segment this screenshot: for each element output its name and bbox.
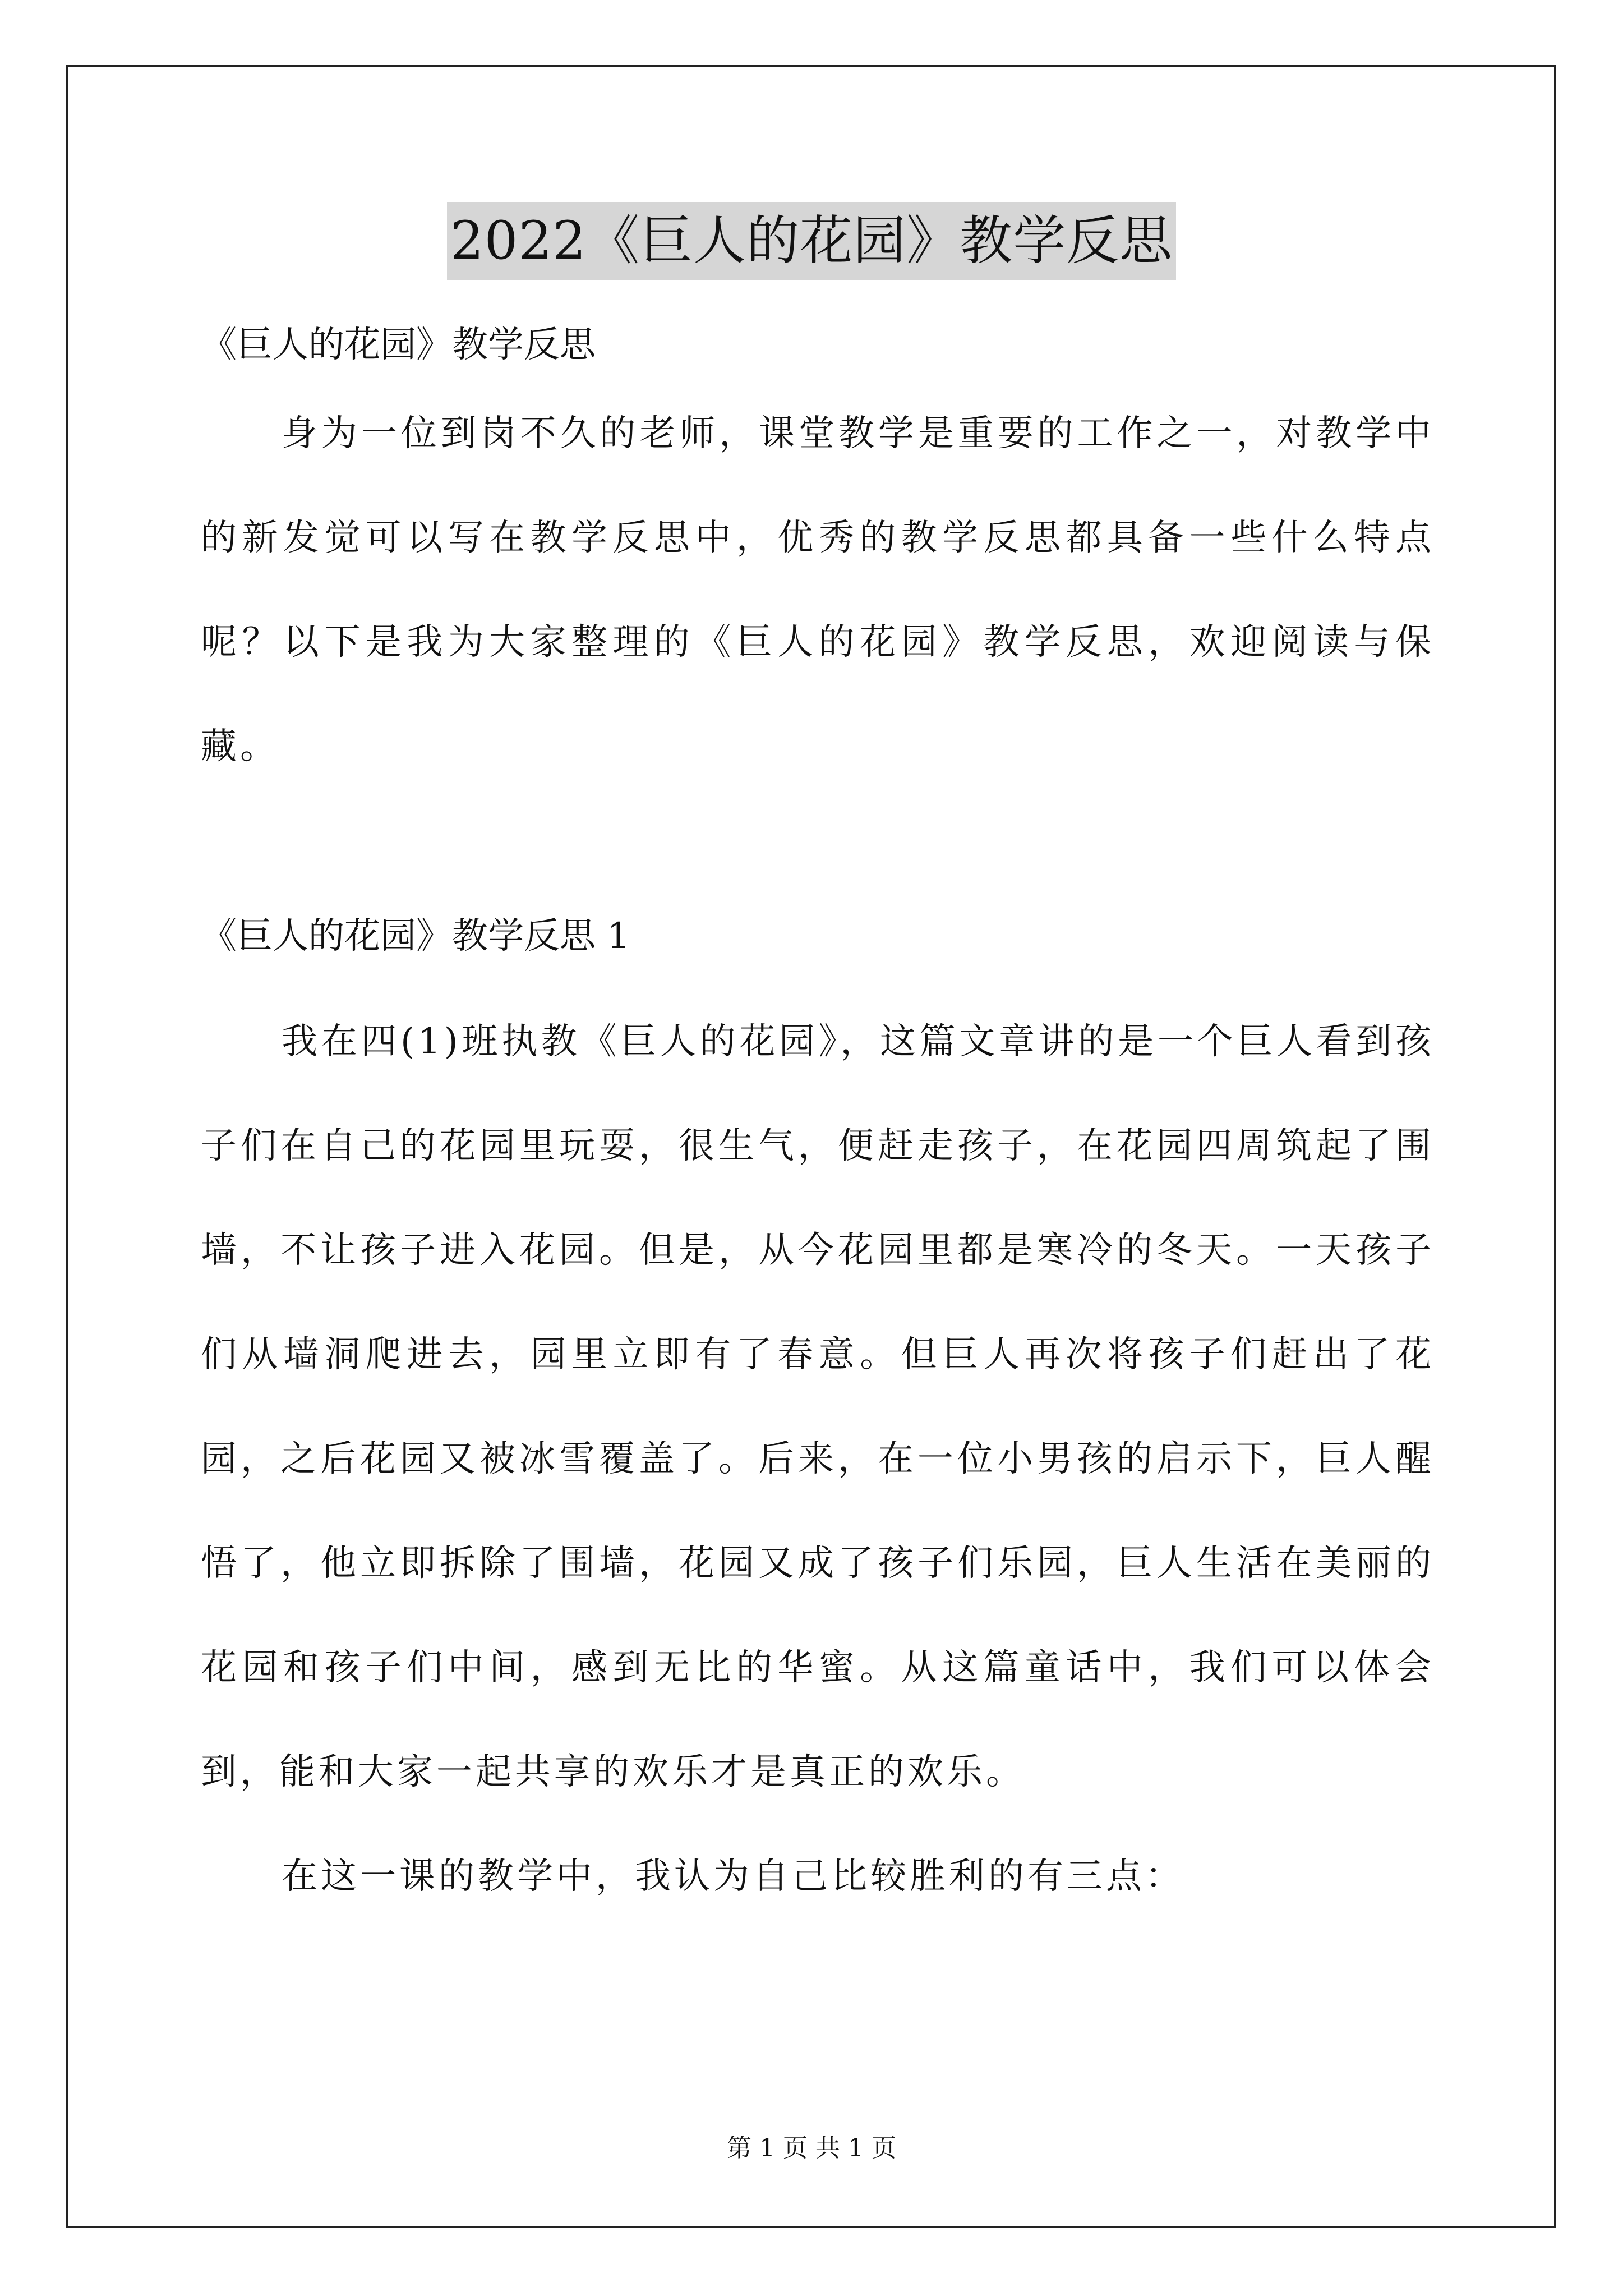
section-heading: 《巨人的花园》教学反思 1 (201, 915, 630, 957)
body-paragraph-2: 在这一课的教学中，我认为自己比较胜利的有三点： (282, 1856, 1184, 1897)
document-title: 2022《巨人的花园》教学反思 (447, 202, 1176, 280)
body-paragraph-1: 我在四(1)班执教《巨人的花园》，这篇文章讲的是一个巨人看到孩子们在自己的花园里玩耍，很生气，便赶走孩子，在花园四周筑起了围墙，不让孩子进入花园。但是，从今花园里都是寒冷的冬天。一天孩子们从墙洞爬进去，园里立即有了春意。但巨人再次将孩子们赶出了花园，之后花园又被冰雪覆盖了。后来，在一位小男孩的启示下，巨人醒悟了，他立即拆除了围墙，花园又成了孩子们乐园，巨人生活在美丽的花园和孩子们中间，感到无比的华蜜。从这篇童话中，我们可以体会到，能和大家一起共享的欢乐才是真正的欢乐。 (201, 1021, 1435, 1793)
intro-paragraph: 身为一位到岗不久的老师，课堂教学是重要的工作之一，对教学中的新发觉可以写在教学反思中，优秀的教学反思都具备一些什么特点呢？以下是我为大家整理的《巨人的花园》教学反思，欢迎阅读与保藏。 (201, 413, 1435, 767)
title-wrap (0, 202, 1623, 280)
section-spacer (201, 799, 1435, 894)
page-footer: 第 1 页 共 1 页 (727, 2134, 896, 2162)
document-heading: 《巨人的花园》教学反思 (201, 324, 596, 366)
document-body (201, 309, 1435, 1929)
